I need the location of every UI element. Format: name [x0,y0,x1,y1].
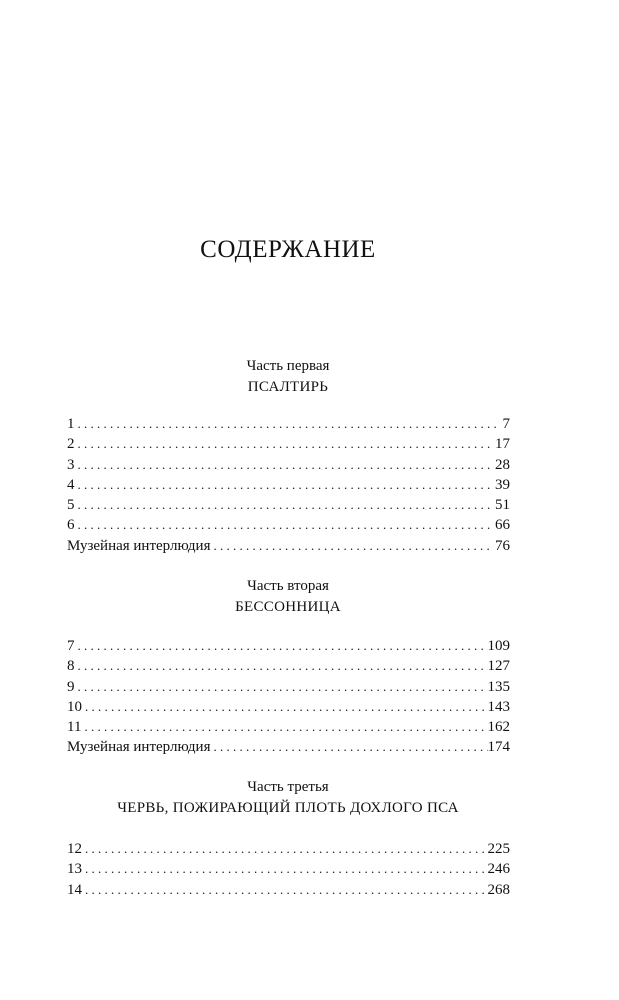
entry-page: 28 [495,456,510,473]
entry-label: 7 [67,638,75,654]
dot-leader [213,536,492,556]
dot-leader [78,515,493,535]
dot-leader [78,455,493,475]
dot-leader [85,697,488,717]
toc-list-part-2 [67,636,510,758]
entry-page: 51 [495,497,510,514]
part-name: БЕССОННИЦА [235,599,341,615]
toc-entry[interactable] [67,515,510,535]
toc-entry[interactable] [67,455,510,475]
entry-label: 12 [67,841,82,857]
toc-entry[interactable] [67,677,510,697]
toc-entry[interactable] [67,414,510,434]
entry-page: 225 [487,841,510,857]
entry-label: 9 [67,678,75,695]
entry-label: 8 [67,658,75,675]
dot-leader [85,839,488,859]
dot-leader [78,414,500,434]
toc-entry[interactable] [67,697,510,717]
page-title: СОДЕРЖАНИЕ [200,236,376,263]
dot-leader [84,717,487,737]
entry-label: 4 [67,476,75,493]
entry-label: 2 [67,436,75,453]
entry-page: 7 [502,416,510,432]
toc-entry[interactable] [67,839,510,859]
toc-entry[interactable] [67,880,510,900]
toc-entry[interactable] [67,717,510,737]
entry-page: 162 [487,719,510,736]
part-label: Часть вторая [247,578,329,594]
entry-label: 11 [67,719,82,736]
toc-entry[interactable] [67,434,510,454]
toc-entry[interactable] [67,495,510,515]
entry-label: Музейная интерлюдия [67,537,211,554]
entry-label: 3 [67,456,75,473]
entry-label: 6 [67,517,75,534]
toc-entry[interactable] [67,475,510,495]
toc-entry[interactable] [67,859,510,879]
entry-label: 14 [67,881,82,898]
entry-page: 174 [487,739,510,756]
toc-entry[interactable] [67,536,510,556]
entry-page: 66 [495,517,510,534]
dot-leader [85,880,488,900]
dot-leader [78,677,488,697]
entry-page: 127 [487,658,510,675]
part-name: ЧЕРВЬ, ПОЖИРАЮЩИЙ ПЛОТЬ ДОХЛОГО ПСА [117,800,459,816]
entry-page: 143 [487,698,510,715]
dot-leader [85,859,488,879]
dot-leader [78,656,488,676]
entry-page: 268 [487,881,510,898]
dot-leader [78,434,493,454]
toc-list-part-1 [67,414,510,556]
entry-page: 17 [495,436,510,453]
dot-leader [78,636,488,656]
entry-label: 1 [67,416,75,432]
part-label: Часть первая [246,358,330,374]
dot-leader [78,475,493,495]
toc-entry[interactable] [67,656,510,676]
part-heading-1 [0,356,576,398]
entry-page: 246 [487,861,510,878]
dot-leader [78,495,493,515]
part-heading-3 [0,777,576,819]
toc-list-part-3 [67,839,510,900]
part-heading-2 [0,576,576,618]
entry-label: 5 [67,497,75,514]
entry-page: 39 [495,476,510,493]
entry-label: 10 [67,698,82,715]
dot-leader [213,737,487,757]
toc-entry[interactable] [67,636,510,656]
entry-page: 135 [487,678,510,695]
part-label: Часть третья [247,779,329,795]
part-name: ПСАЛТИРЬ [247,379,329,395]
entry-label: Музейная интерлюдия [67,739,211,756]
entry-page: 109 [487,638,510,654]
entry-label: 13 [67,861,82,878]
entry-page: 76 [495,537,510,554]
toc-entry[interactable] [67,737,510,757]
